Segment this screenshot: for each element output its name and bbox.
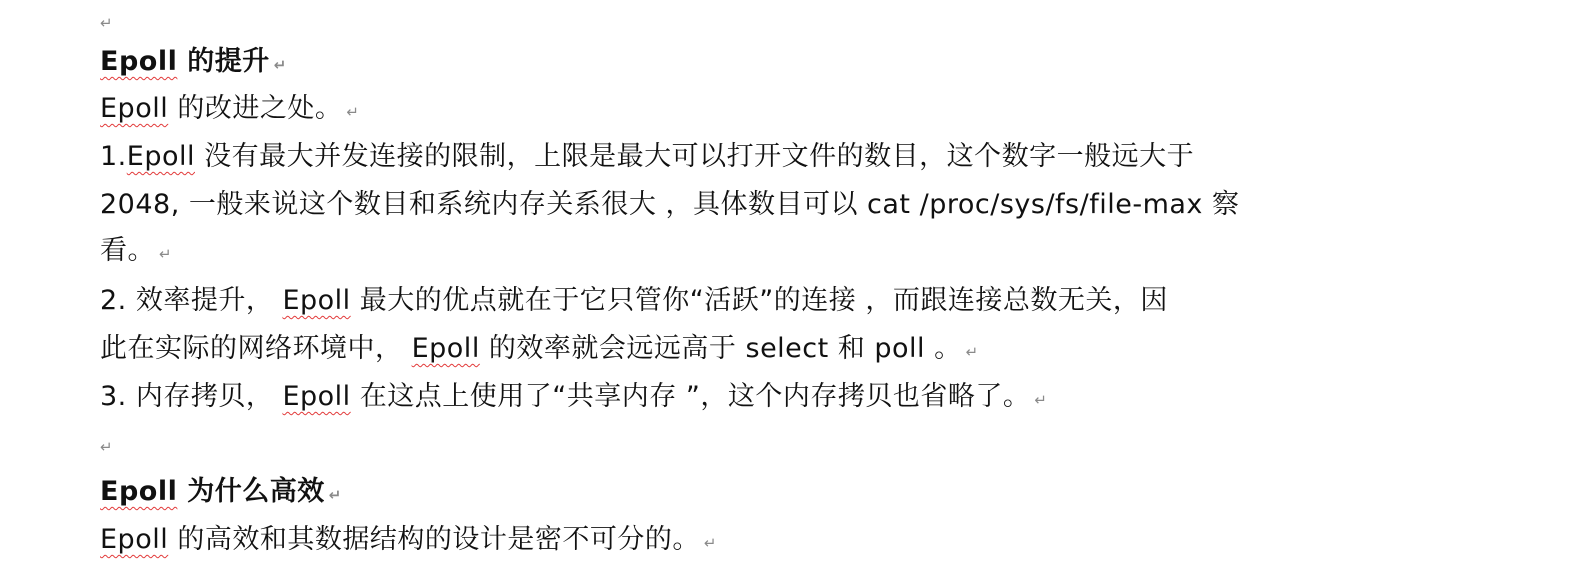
paragraph-text: 在这点上使用了“共享内存 ”，这个内存拷贝也省略了。 [359, 381, 1031, 412]
heading-text: 为什么高效 [187, 476, 325, 507]
spellcheck-word: Epoll [126, 141, 195, 172]
paragraph-mark-icon: ↵ [1034, 390, 1048, 409]
paragraph-text: 的效率就会远远高于 select 和 poll 。 [488, 333, 962, 364]
spellcheck-word: Epoll [100, 46, 178, 77]
spellcheck-word: Epoll [282, 381, 351, 412]
spellcheck-word: Epoll [100, 93, 169, 124]
heading-text: 的提升 [187, 46, 270, 77]
list-number: 1. [100, 141, 127, 172]
spellcheck-word: Epoll [100, 476, 178, 507]
spellcheck-word: Epoll [282, 285, 351, 316]
paragraph-mark-icon: ↵ [100, 13, 114, 32]
paragraph-text: 2. 效率提升， [100, 285, 274, 316]
spellcheck-word: Epoll [411, 333, 480, 364]
paragraph-mark-icon: ↵ [273, 55, 287, 74]
paragraph-text: 察 [1212, 189, 1240, 220]
paragraph-intro [100, 91, 359, 128]
paragraph-text: 3. 内存拷贝， [100, 381, 274, 412]
paragraph-item-3 [100, 379, 1047, 416]
paragraph-item-1-line-1 [100, 139, 1194, 175]
empty-paragraph [100, 2, 113, 39]
paragraph-text: 此在实际的网络环境中， [100, 333, 403, 364]
file-path: /proc/sys/fs/file-max [919, 189, 1203, 220]
empty-paragraph [100, 426, 113, 463]
section-heading-why-efficient [100, 474, 342, 511]
paragraph-item-2-line-1 [100, 283, 1168, 319]
paragraph-item-2-line-2 [100, 331, 979, 368]
section-heading-epoll-improvement [100, 44, 287, 81]
paragraph-text: 的改进之处。 [177, 93, 343, 124]
paragraph-mark-icon: ↵ [346, 102, 360, 121]
paragraph-mark-icon: ↵ [965, 342, 979, 361]
paragraph-mark-icon: ↵ [328, 485, 342, 504]
paragraph-item-1-line-3 [100, 233, 172, 270]
paragraph-text: 最大的优点就在于它只管你“活跃”的连接 ，而跟连接总数无关，因 [359, 285, 1168, 316]
paragraph-text: 2048, 一般来说这个数目和系统内存关系很大 ，具体数目可以 cat [100, 189, 911, 220]
paragraph-intro [100, 522, 717, 559]
spellcheck-word: Epoll [100, 524, 169, 555]
paragraph-text: 看。 [100, 235, 155, 266]
paragraph-text: 没有最大并发连接的限制，上限是最大可以打开文件的数目，这个数字一般远大于 [204, 141, 1195, 172]
paragraph-item-1-line-2 [100, 187, 1240, 223]
paragraph-mark-icon: ↵ [703, 533, 717, 552]
paragraph-mark-icon: ↵ [159, 244, 173, 263]
paragraph-mark-icon: ↵ [100, 437, 114, 456]
paragraph-text: 的高效和其数据结构的设计是密不可分的。 [177, 524, 700, 555]
